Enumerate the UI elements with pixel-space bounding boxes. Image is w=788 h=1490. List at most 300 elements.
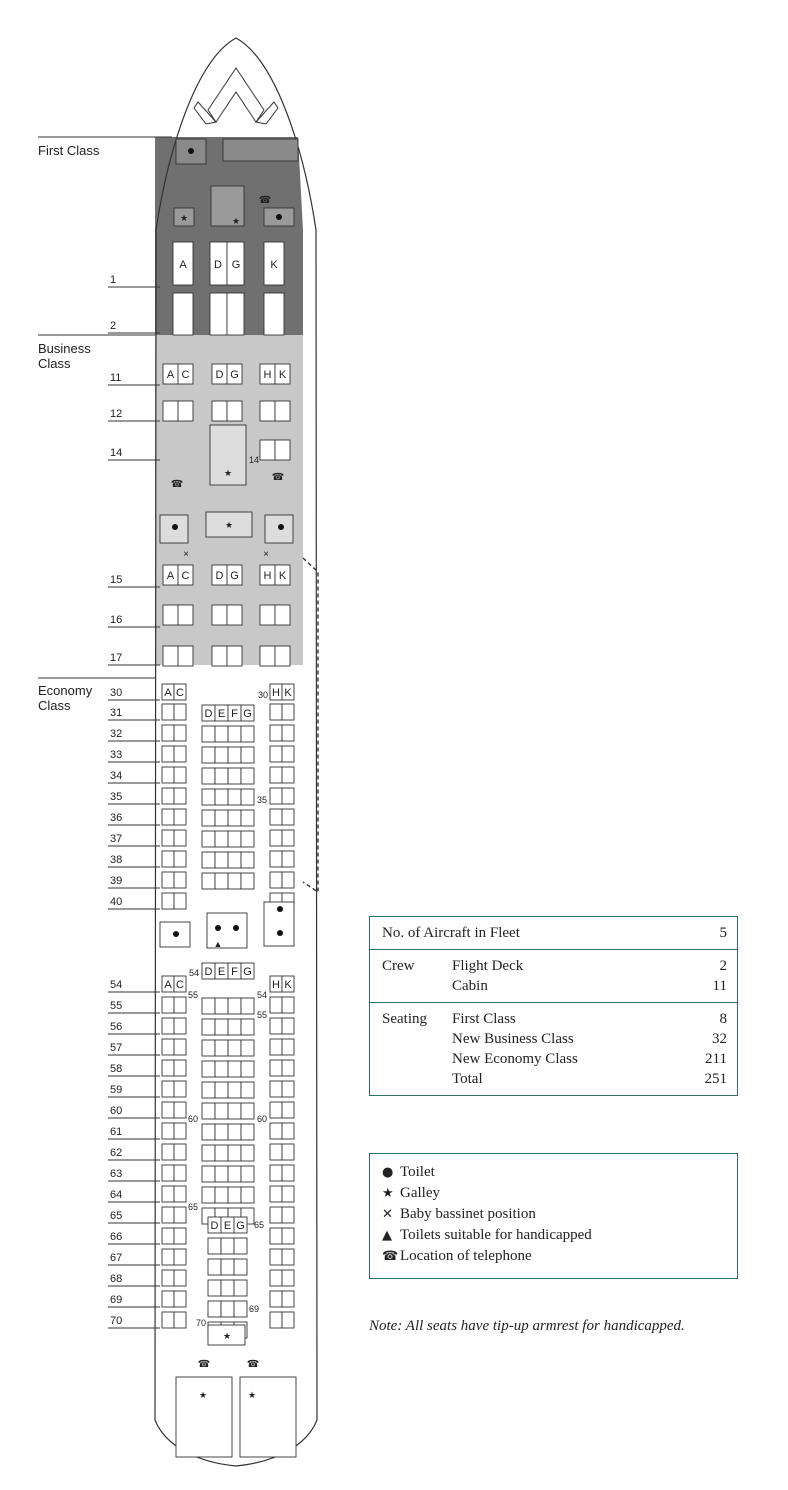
seat-economy — [162, 809, 174, 825]
seat-economy — [270, 1081, 282, 1097]
row-number: 40 — [110, 896, 123, 908]
row-number: 36 — [110, 812, 123, 824]
seat-economy — [162, 872, 174, 888]
seat-economy — [174, 1186, 186, 1202]
row-number: 66 — [110, 1231, 123, 1243]
row-number: 58 — [110, 1063, 123, 1075]
seat-economy — [228, 998, 241, 1014]
seat-economy — [215, 726, 228, 742]
seat-economy — [282, 809, 294, 825]
row-number: 31 — [110, 707, 123, 719]
seat-economy — [202, 1145, 215, 1161]
row-number: 67 — [110, 1252, 123, 1264]
seat-economy — [228, 1019, 241, 1035]
seat-business — [275, 401, 290, 421]
galley-icon: ★ — [224, 520, 234, 530]
seat-economy — [174, 1291, 186, 1307]
row-number: 70 — [110, 1315, 123, 1327]
seat-economy — [270, 1039, 282, 1055]
rear-galley — [176, 1377, 232, 1457]
seat-economy — [241, 768, 254, 784]
seat-economy — [234, 1259, 247, 1275]
seat-letter: D — [204, 966, 213, 978]
seat-economy — [241, 747, 254, 763]
inner-row-label: 60 — [256, 1114, 268, 1124]
seat-business — [212, 646, 227, 666]
seat-letter: G — [231, 259, 241, 271]
toilet-icon — [277, 930, 283, 936]
seat-economy — [282, 746, 294, 762]
seat-economy — [228, 852, 241, 868]
inner-row-label: 35 — [256, 795, 268, 805]
seat-letter: C — [181, 369, 190, 381]
seat-economy — [282, 767, 294, 783]
seat-economy — [228, 1145, 241, 1161]
seat-economy — [270, 788, 282, 804]
seat-letter: E — [217, 966, 226, 978]
seat-economy — [282, 704, 294, 720]
seat-economy — [202, 810, 215, 826]
seat-economy — [282, 1186, 294, 1202]
seat-economy — [162, 997, 174, 1013]
seat-economy — [174, 1018, 186, 1034]
inner-row-label: 54 — [256, 990, 268, 1000]
seat-economy — [270, 851, 282, 867]
seat-letter: K — [270, 259, 278, 271]
seat-economy — [241, 831, 254, 847]
seat-economy — [202, 747, 215, 763]
seat-economy — [215, 747, 228, 763]
legend-toilet: Toilet — [400, 1164, 435, 1180]
seat-letter: A — [166, 369, 175, 381]
row-number: 32 — [110, 728, 123, 740]
armrest-note: Note: All seats have tip-up armrest for handicapped. — [369, 1318, 685, 1334]
row-number: 63 — [110, 1168, 123, 1180]
seat-business — [163, 401, 178, 421]
seat-economy — [282, 1081, 294, 1097]
business-class-label: Business Class — [38, 341, 91, 371]
galley-icon: ★ — [198, 1390, 208, 1400]
seat-letter: A — [164, 979, 172, 991]
seat-economy — [162, 1207, 174, 1223]
legend-telephone: Location of telephone — [400, 1248, 532, 1264]
first-class-seating-label: First Class — [452, 1011, 516, 1027]
row-number: 61 — [110, 1126, 123, 1138]
inner-row-label: 30 — [257, 690, 269, 700]
seat-first — [210, 293, 227, 335]
seat-economy — [234, 1238, 247, 1254]
seat-economy — [282, 725, 294, 741]
telephone-icon: ☎ — [382, 1249, 399, 1264]
seat-letter: C — [181, 570, 190, 582]
seat-economy — [270, 830, 282, 846]
telephone-icon: ☎ — [271, 472, 285, 483]
seat-economy — [162, 1039, 174, 1055]
crew-label: Crew — [382, 958, 415, 974]
row-number: 12 — [110, 408, 123, 420]
row-number: 69 — [110, 1294, 123, 1306]
seat-economy — [270, 1228, 282, 1244]
row-number: 16 — [110, 614, 123, 626]
seat-economy — [215, 1040, 228, 1056]
seat-economy — [270, 1165, 282, 1181]
seat-economy — [282, 1228, 294, 1244]
seat-economy — [282, 872, 294, 888]
seat-economy — [174, 1207, 186, 1223]
seating-label: Seating — [382, 1011, 427, 1027]
seat-letter: E — [217, 708, 226, 720]
seat-economy — [202, 768, 215, 784]
seat-economy — [174, 1039, 186, 1055]
seat-letter: D — [204, 708, 213, 720]
seat-economy — [270, 1144, 282, 1160]
seat-economy — [282, 1102, 294, 1118]
seat-economy — [228, 1124, 241, 1140]
seat-business — [260, 646, 275, 666]
seat-economy — [215, 852, 228, 868]
seat-economy — [228, 1040, 241, 1056]
seat-first — [173, 293, 193, 335]
seat-economy — [282, 788, 294, 804]
legend-galley: Galley — [400, 1185, 440, 1201]
seat-economy — [215, 810, 228, 826]
row-number: 14 — [110, 447, 123, 459]
seat-economy — [174, 1060, 186, 1076]
seat-letter: K — [278, 369, 287, 381]
seat-business — [260, 401, 275, 421]
seat-letter: G — [230, 570, 239, 582]
seat-economy — [241, 998, 254, 1014]
first-class-label: First Class — [38, 143, 100, 158]
seat-letter: E — [223, 1220, 232, 1232]
toilet-icon — [277, 906, 283, 912]
seat-economy — [174, 767, 186, 783]
seat-business — [227, 646, 242, 666]
seat-economy — [228, 1082, 241, 1098]
seat-economy — [270, 872, 282, 888]
seat-economy — [228, 1187, 241, 1203]
seat-economy — [228, 1061, 241, 1077]
seat-economy — [215, 1082, 228, 1098]
seat-economy — [270, 725, 282, 741]
seat-economy — [215, 831, 228, 847]
seat-business — [275, 605, 290, 625]
seat-economy — [282, 1060, 294, 1076]
row-number: 64 — [110, 1189, 123, 1201]
seat-letter: A — [164, 687, 172, 699]
seat-economy — [162, 1249, 174, 1265]
seat-economy — [202, 726, 215, 742]
seat-economy — [270, 1186, 282, 1202]
legend-bassinet: Baby bassinet position — [400, 1206, 536, 1222]
seat-economy — [202, 998, 215, 1014]
seat-economy — [215, 1061, 228, 1077]
total-seating-value: 251 — [704, 1071, 727, 1087]
toilet-icon — [173, 931, 179, 937]
inner-row-label: 69 — [248, 1304, 260, 1314]
seat-economy — [228, 1103, 241, 1119]
seat-economy — [162, 1102, 174, 1118]
seat-economy — [270, 1249, 282, 1265]
seat-economy — [270, 1312, 282, 1328]
economy-seating-label: New Economy Class — [452, 1051, 578, 1067]
seat-economy — [282, 1291, 294, 1307]
inner-row-label: 65 — [253, 1220, 265, 1230]
seat-economy — [162, 1144, 174, 1160]
seat-economy — [241, 810, 254, 826]
business-seating-label: New Business Class — [452, 1031, 574, 1047]
seat-letter: F — [231, 708, 238, 720]
seat-economy — [282, 1165, 294, 1181]
seat-economy — [270, 809, 282, 825]
telephone-icon: ☎ — [258, 195, 272, 206]
seat-letter: H — [272, 687, 280, 699]
row-number: 68 — [110, 1273, 123, 1285]
seat-letter: G — [243, 966, 252, 978]
seat-economy — [162, 767, 174, 783]
inner-row-label: 54 — [188, 968, 200, 978]
seat-business — [212, 605, 227, 625]
seat-economy — [174, 1270, 186, 1286]
seat-economy — [270, 997, 282, 1013]
galley-icon: ★ — [222, 1331, 232, 1341]
seat-economy — [202, 1019, 215, 1035]
flight-deck-value: 2 — [719, 958, 727, 974]
seat-economy — [282, 1270, 294, 1286]
seat-letter: D — [210, 1220, 219, 1232]
seat-economy — [215, 998, 228, 1014]
row-number: 56 — [110, 1021, 123, 1033]
inner-row-label: 65 — [187, 1202, 199, 1212]
seat-letter: K — [278, 570, 287, 582]
seat-economy — [282, 1039, 294, 1055]
seat-economy — [208, 1238, 221, 1254]
fleet-info-table — [369, 916, 738, 1096]
seat-economy — [202, 852, 215, 868]
seat-letter: G — [230, 369, 239, 381]
galley-icon: ★ — [223, 468, 233, 478]
telephone-icon: ☎ — [170, 479, 184, 490]
seat-business — [260, 440, 275, 460]
seat-economy — [228, 789, 241, 805]
row-number: 39 — [110, 875, 123, 887]
row-number: 33 — [110, 749, 123, 761]
total-seating-label: Total — [452, 1071, 483, 1087]
seat-first — [264, 293, 284, 335]
seat-economy — [241, 852, 254, 868]
seat-economy — [162, 788, 174, 804]
seat-economy — [202, 1082, 215, 1098]
handicapped-toilet-icon: ▲ — [213, 939, 223, 949]
seat-economy — [282, 997, 294, 1013]
row-number: 2 — [110, 320, 117, 332]
seat-business — [178, 605, 193, 625]
seat-business — [227, 605, 242, 625]
seat-economy — [282, 851, 294, 867]
seat-letter: D — [215, 570, 224, 582]
seat-economy — [174, 1228, 186, 1244]
seat-economy — [162, 851, 174, 867]
row-number: 1 — [110, 274, 117, 286]
seat-economy — [215, 873, 228, 889]
seat-economy — [208, 1301, 221, 1317]
seat-economy — [241, 873, 254, 889]
seat-economy — [234, 1280, 247, 1296]
seat-economy — [174, 725, 186, 741]
seat-business — [275, 440, 290, 460]
seat-business — [227, 401, 242, 421]
seat-economy — [221, 1280, 234, 1296]
seat-letter: K — [284, 687, 292, 699]
seat-economy — [174, 830, 186, 846]
row-number: 38 — [110, 854, 123, 866]
seat-economy — [208, 1280, 221, 1296]
seat-economy — [162, 725, 174, 741]
seat-letter: H — [272, 979, 280, 991]
seat-economy — [174, 997, 186, 1013]
seat-economy — [202, 831, 215, 847]
seat-economy — [241, 726, 254, 742]
seat-economy — [202, 1061, 215, 1077]
business-seating-value: 32 — [712, 1031, 727, 1047]
seat-letter: A — [166, 570, 175, 582]
seat-economy — [228, 726, 241, 742]
fleet-value: 5 — [719, 925, 727, 941]
seat-economy — [215, 789, 228, 805]
row-number: 59 — [110, 1084, 123, 1096]
seat-economy — [282, 1123, 294, 1139]
cabin-label: Cabin — [452, 978, 488, 994]
seat-economy — [228, 747, 241, 763]
galley-icon: ★ — [179, 213, 189, 223]
seat-economy — [174, 1102, 186, 1118]
first-class-seating-value: 8 — [719, 1011, 727, 1027]
seat-economy — [174, 1249, 186, 1265]
seat-letter: H — [263, 369, 272, 381]
toilet-icon — [278, 524, 284, 530]
seat-economy — [270, 1270, 282, 1286]
seat-economy — [215, 1019, 228, 1035]
seat-letter: C — [176, 979, 184, 991]
economy-class-label: Economy Class — [38, 683, 93, 713]
row-number: 30 — [110, 687, 123, 699]
seat-economy — [221, 1259, 234, 1275]
seat-economy — [162, 1312, 174, 1328]
seat-letter: K — [284, 979, 292, 991]
flight-deck-label: Flight Deck — [452, 958, 524, 974]
seat-business — [260, 605, 275, 625]
seat-economy — [174, 893, 186, 909]
row-number: 65 — [110, 1210, 123, 1222]
seat-letter: D — [215, 369, 224, 381]
seat-economy — [174, 872, 186, 888]
toilet-icon — [188, 148, 194, 154]
row-number: 62 — [110, 1147, 123, 1159]
row-number: 35 — [110, 791, 123, 803]
seat-economy — [282, 1312, 294, 1328]
row-number: 60 — [110, 1105, 123, 1117]
row-number: 57 — [110, 1042, 123, 1054]
seat-economy — [270, 1291, 282, 1307]
seat-business — [163, 646, 178, 666]
seat-economy — [270, 704, 282, 720]
row-number: 17 — [110, 652, 123, 664]
seat-economy — [215, 1166, 228, 1182]
galley-icon: ★ — [247, 1390, 257, 1400]
seat-economy — [174, 1312, 186, 1328]
seat-economy — [174, 851, 186, 867]
seat-economy — [162, 1270, 174, 1286]
seat-economy — [241, 1145, 254, 1161]
seat-economy — [270, 1018, 282, 1034]
fleet-label: No. of Aircraft in Fleet — [382, 925, 520, 941]
seat-economy — [202, 1040, 215, 1056]
seat-economy — [228, 1166, 241, 1182]
seat-economy — [174, 809, 186, 825]
bassinet-icon: × — [183, 549, 189, 560]
row-number: 34 — [110, 770, 123, 782]
cockpit-window — [208, 68, 264, 122]
seat-business — [212, 401, 227, 421]
inner-row-label: 70 — [195, 1318, 207, 1328]
galley-icon: ★ — [382, 1186, 394, 1201]
galley-icon: ★ — [231, 216, 241, 226]
seat-economy — [228, 768, 241, 784]
seat-economy — [241, 789, 254, 805]
first-galley-block — [223, 139, 298, 161]
seat-economy — [174, 788, 186, 804]
seat-letter: G — [243, 708, 252, 720]
toilet-icon — [215, 925, 221, 931]
seat-economy — [174, 1144, 186, 1160]
toilet-icon — [233, 925, 239, 931]
economy-seating-value: 211 — [705, 1051, 727, 1067]
seat-business — [178, 646, 193, 666]
legend-handicapped: Toilets suitable for handicapped — [400, 1227, 592, 1243]
inner-row-label: 55 — [256, 1010, 268, 1020]
inner-row-label: 14 — [248, 455, 260, 465]
seat-economy — [202, 1187, 215, 1203]
seat-economy — [162, 1165, 174, 1181]
seat-letter: H — [263, 570, 272, 582]
seat-business — [163, 605, 178, 625]
seat-letter: G — [236, 1220, 245, 1232]
inner-row-label: 60 — [187, 1114, 199, 1124]
seat-economy — [228, 831, 241, 847]
seat-economy — [162, 1081, 174, 1097]
telephone-icon: ☎ — [246, 1359, 260, 1370]
inner-row-label: 55 — [187, 990, 199, 1000]
seat-economy — [241, 1082, 254, 1098]
seat-business — [275, 646, 290, 666]
seat-economy — [241, 1061, 254, 1077]
seat-economy — [270, 1102, 282, 1118]
seat-economy — [174, 704, 186, 720]
seat-economy — [174, 1123, 186, 1139]
row-number: 54 — [110, 979, 123, 991]
seat-economy — [208, 1259, 221, 1275]
toilet-icon — [276, 214, 282, 220]
seat-economy — [162, 830, 174, 846]
seat-economy — [241, 1124, 254, 1140]
seat-economy — [270, 1060, 282, 1076]
row-number: 15 — [110, 574, 123, 586]
seat-letter: A — [179, 259, 187, 271]
seat-economy — [282, 1207, 294, 1223]
seat-economy — [215, 768, 228, 784]
seat-economy — [202, 873, 215, 889]
seat-economy — [174, 1081, 186, 1097]
